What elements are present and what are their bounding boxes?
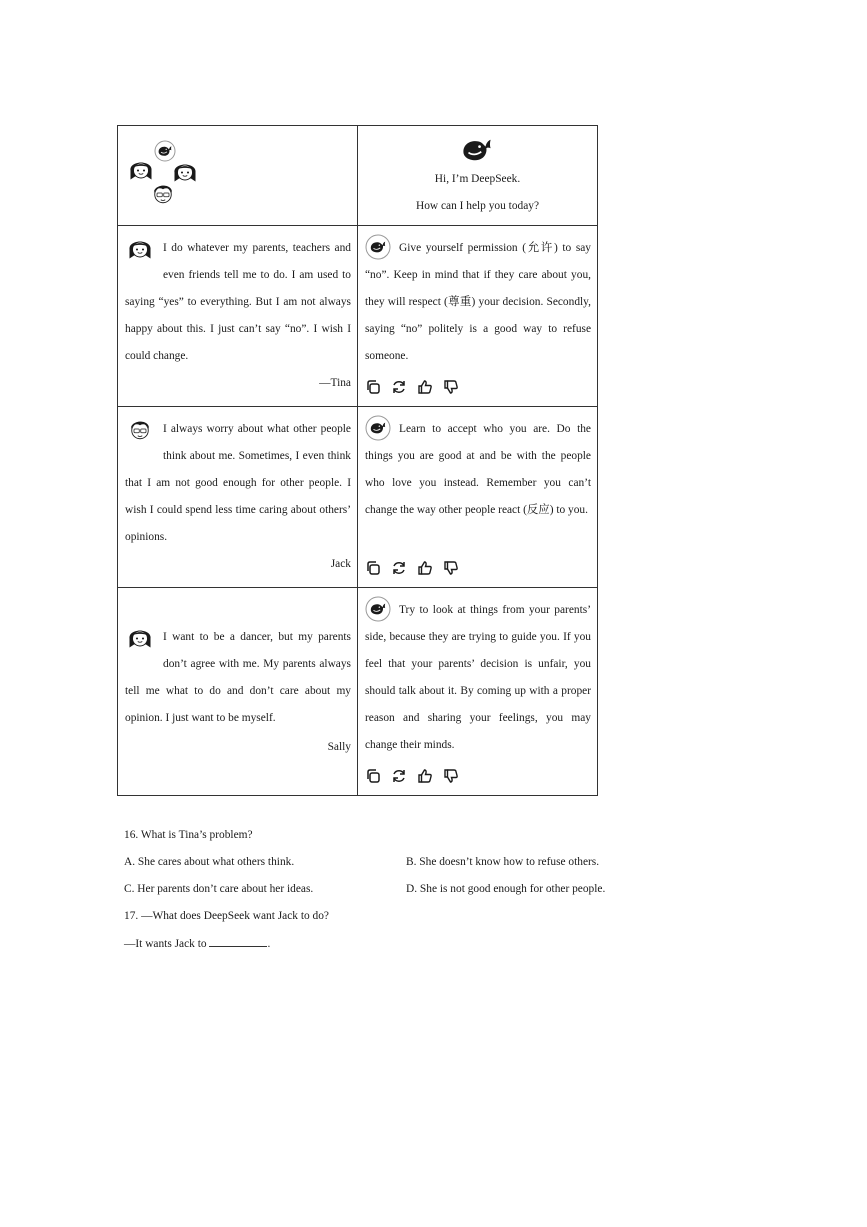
deepseek-prompt: How can I help you today? xyxy=(415,200,540,212)
question-16-stem: 16. What is Tina’s problem? xyxy=(124,829,253,841)
girl-face-icon xyxy=(125,622,155,652)
chat-table xyxy=(117,125,598,796)
student-message-text: I always worry about what other people think about me. Sometimes, I even think that I am not good enough for other people. I wish I could spend less time caring about others’ opinions. xyxy=(125,423,351,543)
reply-actions xyxy=(365,379,459,395)
thumbs-up-icon[interactable] xyxy=(417,560,433,576)
row-divider xyxy=(117,587,598,588)
thumbs-down-icon[interactable] xyxy=(443,379,459,395)
student-message-text: I want to be a dancer, but my parents don’t agree with me. My parents always tell me what to do and don’t care about my opinion. I just want to be myself. xyxy=(125,631,351,724)
question-17-answer-line xyxy=(124,937,270,950)
deepseek-reply-text: Give yourself permission (允许) to say “no”. Keep in mind that if they care about you, they will respect (尊重) your decision. Secondly, saying “no” politely is a good way to refuse someone. xyxy=(365,242,591,362)
thumbs-down-icon[interactable] xyxy=(443,768,459,784)
thumbs-up-icon[interactable] xyxy=(417,379,433,395)
row-divider xyxy=(117,406,598,407)
deepseek-reply-cell xyxy=(358,227,597,406)
student-signature: Jack xyxy=(330,558,351,570)
deepseek-reply-text: Try to look at things from your parents’ side, because they are trying to guide you. If you feel that your parents’ decision is unfair, you should talk about it. By coming up with a proper reason and sharing your feelings, you may change their minds. xyxy=(365,604,591,751)
whale-logo-icon xyxy=(457,133,497,167)
deepseek-header-cell xyxy=(358,126,597,225)
student-message-cell xyxy=(118,227,357,406)
whale-logo-icon xyxy=(365,596,391,622)
thumbs-up-icon[interactable] xyxy=(417,768,433,784)
question-16-option-d[interactable]: D. She is not good enough for other people. xyxy=(406,883,606,895)
answer-blank[interactable] xyxy=(209,937,267,947)
regenerate-icon[interactable] xyxy=(391,379,407,395)
deepseek-reply-cell xyxy=(358,408,597,587)
question-16-option-c[interactable]: C. Her parents don’t care about her ideas. xyxy=(124,883,314,895)
copy-icon[interactable] xyxy=(365,379,381,395)
student-message-text: I do whatever my parents, teachers and even friends tell me to do. I am used to saying “yes” to everything. But I am not always happy about this. I just can’t say “no”. I wish I could change. xyxy=(125,242,351,362)
deepseek-greeting: Hi, I’m DeepSeek. xyxy=(434,173,521,185)
question-17-answer-lead: —It wants Jack to xyxy=(124,938,207,950)
copy-icon[interactable] xyxy=(365,560,381,576)
thumbs-down-icon[interactable] xyxy=(443,560,459,576)
whale-logo-icon xyxy=(365,415,391,441)
student-signature: Sally xyxy=(327,741,351,753)
students-header-cell xyxy=(118,126,357,225)
reply-actions xyxy=(365,560,459,576)
student-message-cell xyxy=(118,589,357,795)
reply-actions xyxy=(365,768,459,784)
copy-icon[interactable] xyxy=(365,768,381,784)
question-16-option-b[interactable]: B. She doesn’t know how to refuse others. xyxy=(406,856,600,868)
question-17-answer-end: . xyxy=(267,938,271,950)
student-message-cell xyxy=(118,408,357,587)
whale-logo-icon xyxy=(365,234,391,260)
student-signature: —Tina xyxy=(319,377,351,389)
regenerate-icon[interactable] xyxy=(391,768,407,784)
boy-face-icon xyxy=(148,178,178,208)
girl-face-icon xyxy=(125,233,155,263)
deepseek-reply-text: Learn to accept who you are. Do the things you are good at and be with the people who love you instead. Remember you can’t change the way other people react (反应) to you. xyxy=(365,423,591,516)
question-17-stem: 17. —What does DeepSeek want Jack to do? xyxy=(124,910,329,922)
regenerate-icon[interactable] xyxy=(391,560,407,576)
row-divider xyxy=(117,225,598,226)
deepseek-reply-cell xyxy=(358,589,597,795)
question-16-option-a[interactable]: A. She cares about what others think. xyxy=(124,856,295,868)
boy-face-icon xyxy=(125,414,155,444)
